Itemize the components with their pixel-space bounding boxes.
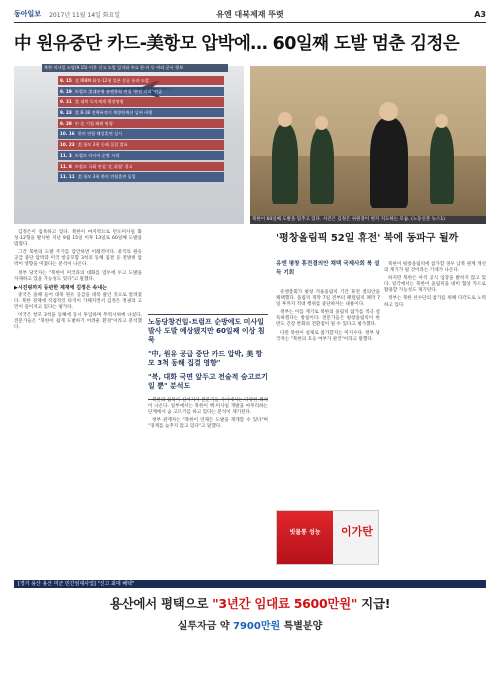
timeline-event-text: 北 IRBM 화성-12형 일본 상공 통과 도발 xyxy=(74,78,149,83)
timeline-title: 북한 미사일 도발(9.15) 이후 신고 도발 일지와 주요 한·미 등 여러 군사 행보 xyxy=(42,64,228,72)
article-paragraph: 정부는 이를 계기로 북한의 올림픽 참가를 적극 설득하겠다는 방침이다. 전문가들은 평창올림픽이 한반도 긴장 완화의 전환점이 될 수 있다고 평가했다. xyxy=(276,310,380,328)
timeline-event-date: 11. 3 xyxy=(60,152,72,158)
ad-subtitle-part: 실투자금 약 xyxy=(177,621,233,632)
timeline-event-text: 트럼프 아시아 순방 시작 xyxy=(74,152,120,158)
timeline-event xyxy=(58,172,224,181)
side-article-body xyxy=(276,290,380,345)
timeline-event-date: 9. 15 xyxy=(60,78,72,83)
headline: 中 원유중단 카드-美항모 압박에… 60일째 도발 멈춘 김정은 xyxy=(14,34,460,54)
timeline-event xyxy=(58,76,224,85)
article-paragraph: 하지만 북한은 아직 공식 입장을 밝히지 않고 있다. 일각에서는 북한이 올림픽을 대미 협상 카드로 활용할 가능성도 제기된다. xyxy=(384,276,486,294)
ad-title-part: 지급! xyxy=(357,596,391,611)
timeline-event-text: 美 항모 3척 동해 집결 발표 xyxy=(77,142,128,148)
article-paragraph: 정부 당국자는 "북한이 미국과의 대화를 염두에 두고 도발을 자제하고 있을 가능성도 있다"고 말했다. xyxy=(14,270,142,282)
ad-title-highlight: "3년간 임대료 5600만원" xyxy=(212,596,358,611)
ad-brand-name: 이가탄 xyxy=(341,525,373,538)
article-column-3 xyxy=(384,262,486,311)
ad-subtitle-part: 특별분양 xyxy=(280,621,323,632)
masthead-rule xyxy=(14,22,486,23)
ad-product-panel: 빗물통 성능 xyxy=(277,511,333,564)
article-paragraph: 유엔총회가 평창 겨울올림픽 기간 휴전 결의안을 채택했다. 올림픽 개막 7일 전부터 패럴림픽 폐막 7일 후까지 적대 행위를 중단하자는 내용이다. xyxy=(276,290,380,308)
article-paragraph: 정부는 북한 선수단의 참가를 위해 다각도로 노력하고 있다. xyxy=(384,296,486,308)
ad-banner-strip: [경기 용산 용산 미군 민간임대사업] "신고 최대 혜택" xyxy=(14,580,486,588)
timeline-list xyxy=(58,76,224,183)
bottom-advertisement[interactable] xyxy=(14,580,486,681)
side-article-title: '평창올림픽 52일 휴전' 북에 동파구 될까 xyxy=(276,233,459,244)
article-paragraph: 미국은 항모 3척을 동해에 동시 투입하며 무력시위에 나섰다. 전문가들은 "북한이 쉽게 도발하기 어려운 환경"이라고 분석했다. xyxy=(14,313,142,331)
side-advertisement[interactable] xyxy=(276,510,379,565)
timeline-event xyxy=(58,108,224,117)
timeline-event-text: 한미 연합 해상훈련 실시 xyxy=(77,131,123,137)
timeline-event-date: 10. 23 xyxy=(60,142,75,148)
pull-quote-line: 노동당창건일-트럼프 순방에도 미사일 발사 도발 예상됐지만 60일째 이상 침묵 xyxy=(148,318,265,344)
timeline-event-text: 美 대북 독자제재 행정명령 xyxy=(74,99,124,105)
timeline-event-text: 美 항모 3척 한미 연합훈련 돌입 xyxy=(77,174,136,180)
timeline-event-date: 9. 21 xyxy=(60,99,72,105)
leader-figure xyxy=(370,118,408,208)
timeline-event xyxy=(58,129,224,138)
article-paragraph: 김정은이 침묵하고 있다. 북한이 마지막으로 탄도미사일 화성-12형을 발사한 지난 9월 15일 이후 13일로 60일째 도발을 멈췄다. xyxy=(14,230,142,248)
person-head xyxy=(435,114,448,128)
masthead-logo: 동아일보 xyxy=(14,9,42,18)
timeline-event xyxy=(58,162,224,171)
photo-caption: 북한이 60일째 도발을 멈추고 있다. 사진은 김정은 위원장이 현지 지도하는 모습. (노동신문 뉴스1) xyxy=(250,216,486,224)
leader-head xyxy=(379,102,398,121)
article-subhead: ▶시진핑까지 등판한 제재에 김정은 속내는 xyxy=(14,284,107,291)
article-paragraph: 다만 북한이 실제로 참가할지는 미지수다. 정부 당국자는 "북한의 호응 여부가 관건"이라고 말했다. xyxy=(276,330,380,342)
timeline-event xyxy=(58,151,224,160)
timeline-event-date: 11. 8 xyxy=(60,163,72,169)
side-article-subtitle: 유엔 평창 휴전결의안 채택 국제사회 북 설득 기회 xyxy=(276,261,380,276)
ad-title-part: 용산에서 평택으로 xyxy=(109,596,213,611)
ad-subtitle-highlight: 7900만원 xyxy=(232,621,281,632)
masthead-date: 2017년 11월 14일 화요일 xyxy=(49,11,121,19)
timeline-event-text: 트럼프 美대통령 유엔총회 연설 '완전 파괴' 언급 xyxy=(74,88,163,94)
article-paragraph: 그간 북한의 도발 주기를 감안하면 이례적이다. 중국의 원유 공급 중단 압박과 미국 항공모함 3척의 동해 집결 등 전방위 압박이 영향을 미쳤다는 분석이 나온다. xyxy=(14,250,142,268)
timeline-event-date: 9. 28 xyxy=(60,120,72,126)
article-column-1 xyxy=(14,230,142,333)
timeline-event xyxy=(58,87,224,96)
ad-title xyxy=(14,594,486,612)
person-figure xyxy=(310,128,334,204)
timeline-event-text: 트럼프 국회 연설 '北 위협' 경고 xyxy=(74,163,133,169)
person-figure xyxy=(430,126,454,204)
person-head xyxy=(315,116,328,130)
article-column-2 xyxy=(148,398,268,432)
timeline-event xyxy=(58,97,224,106)
timeline-event-date: 9. 19 xyxy=(60,88,72,94)
article-paragraph: 정부 관계자는 "북한이 언제든 도발을 재개할 수 있다"며 "경계를 늦추지 않고 있다"고 말했다. xyxy=(148,418,268,430)
pull-quote-line: "中, 원유 공급 중단 카드 압박, 美 항모 3척 동해 집결 영향" xyxy=(148,350,263,367)
pull-quote-line: "북, 대화 국면 앞두고 전술적 숨고르기 일 뿐" 분석도 xyxy=(148,373,268,390)
leader-photo xyxy=(250,66,486,216)
timeline-event-date: 9. 23 xyxy=(60,110,72,116)
timeline-event-text: 中 北 기업 폐쇄 명령 xyxy=(74,120,113,126)
pull-quote xyxy=(148,314,268,400)
person-head xyxy=(278,112,292,127)
article-paragraph: 중국은 올해 들어 대북 원유 공급을 대폭 줄인 것으로 알려졌다. 북한 경제에 직접적인 타격이 가해지면서 김정은 정권의 고민이 깊어지고 있다는 평가다. xyxy=(14,292,142,311)
article-paragraph: 북한의 침묵이 길어지자 전문가들 사이에서는 다양한 해석이 나온다. 일부에서는 북한이 핵·미사일 개발을 마무리하는 단계에서 숨 고르기를 하고 있다는 분석이 제기된다. xyxy=(148,398,268,416)
timeline-event-date: 11. 11 xyxy=(60,174,75,180)
person-figure xyxy=(272,124,298,204)
timeline-event-text: 美 B-1B 전략폭격기 북방한계선 넘어 비행 xyxy=(74,110,153,116)
masthead xyxy=(14,6,486,22)
timeline-event xyxy=(58,119,224,128)
page-number: A3 xyxy=(474,9,486,19)
section-title: 유엔 대북제재 뚜렷 xyxy=(216,9,284,19)
timeline-event xyxy=(58,140,224,149)
article-paragraph: 북한이 평창올림픽에 참가할 경우 남북 관계 개선의 계기가 될 것이라는 기대가 나온다. xyxy=(384,262,486,274)
ad-subtitle xyxy=(14,617,486,632)
timeline-event-date: 10. 16 xyxy=(60,131,75,137)
